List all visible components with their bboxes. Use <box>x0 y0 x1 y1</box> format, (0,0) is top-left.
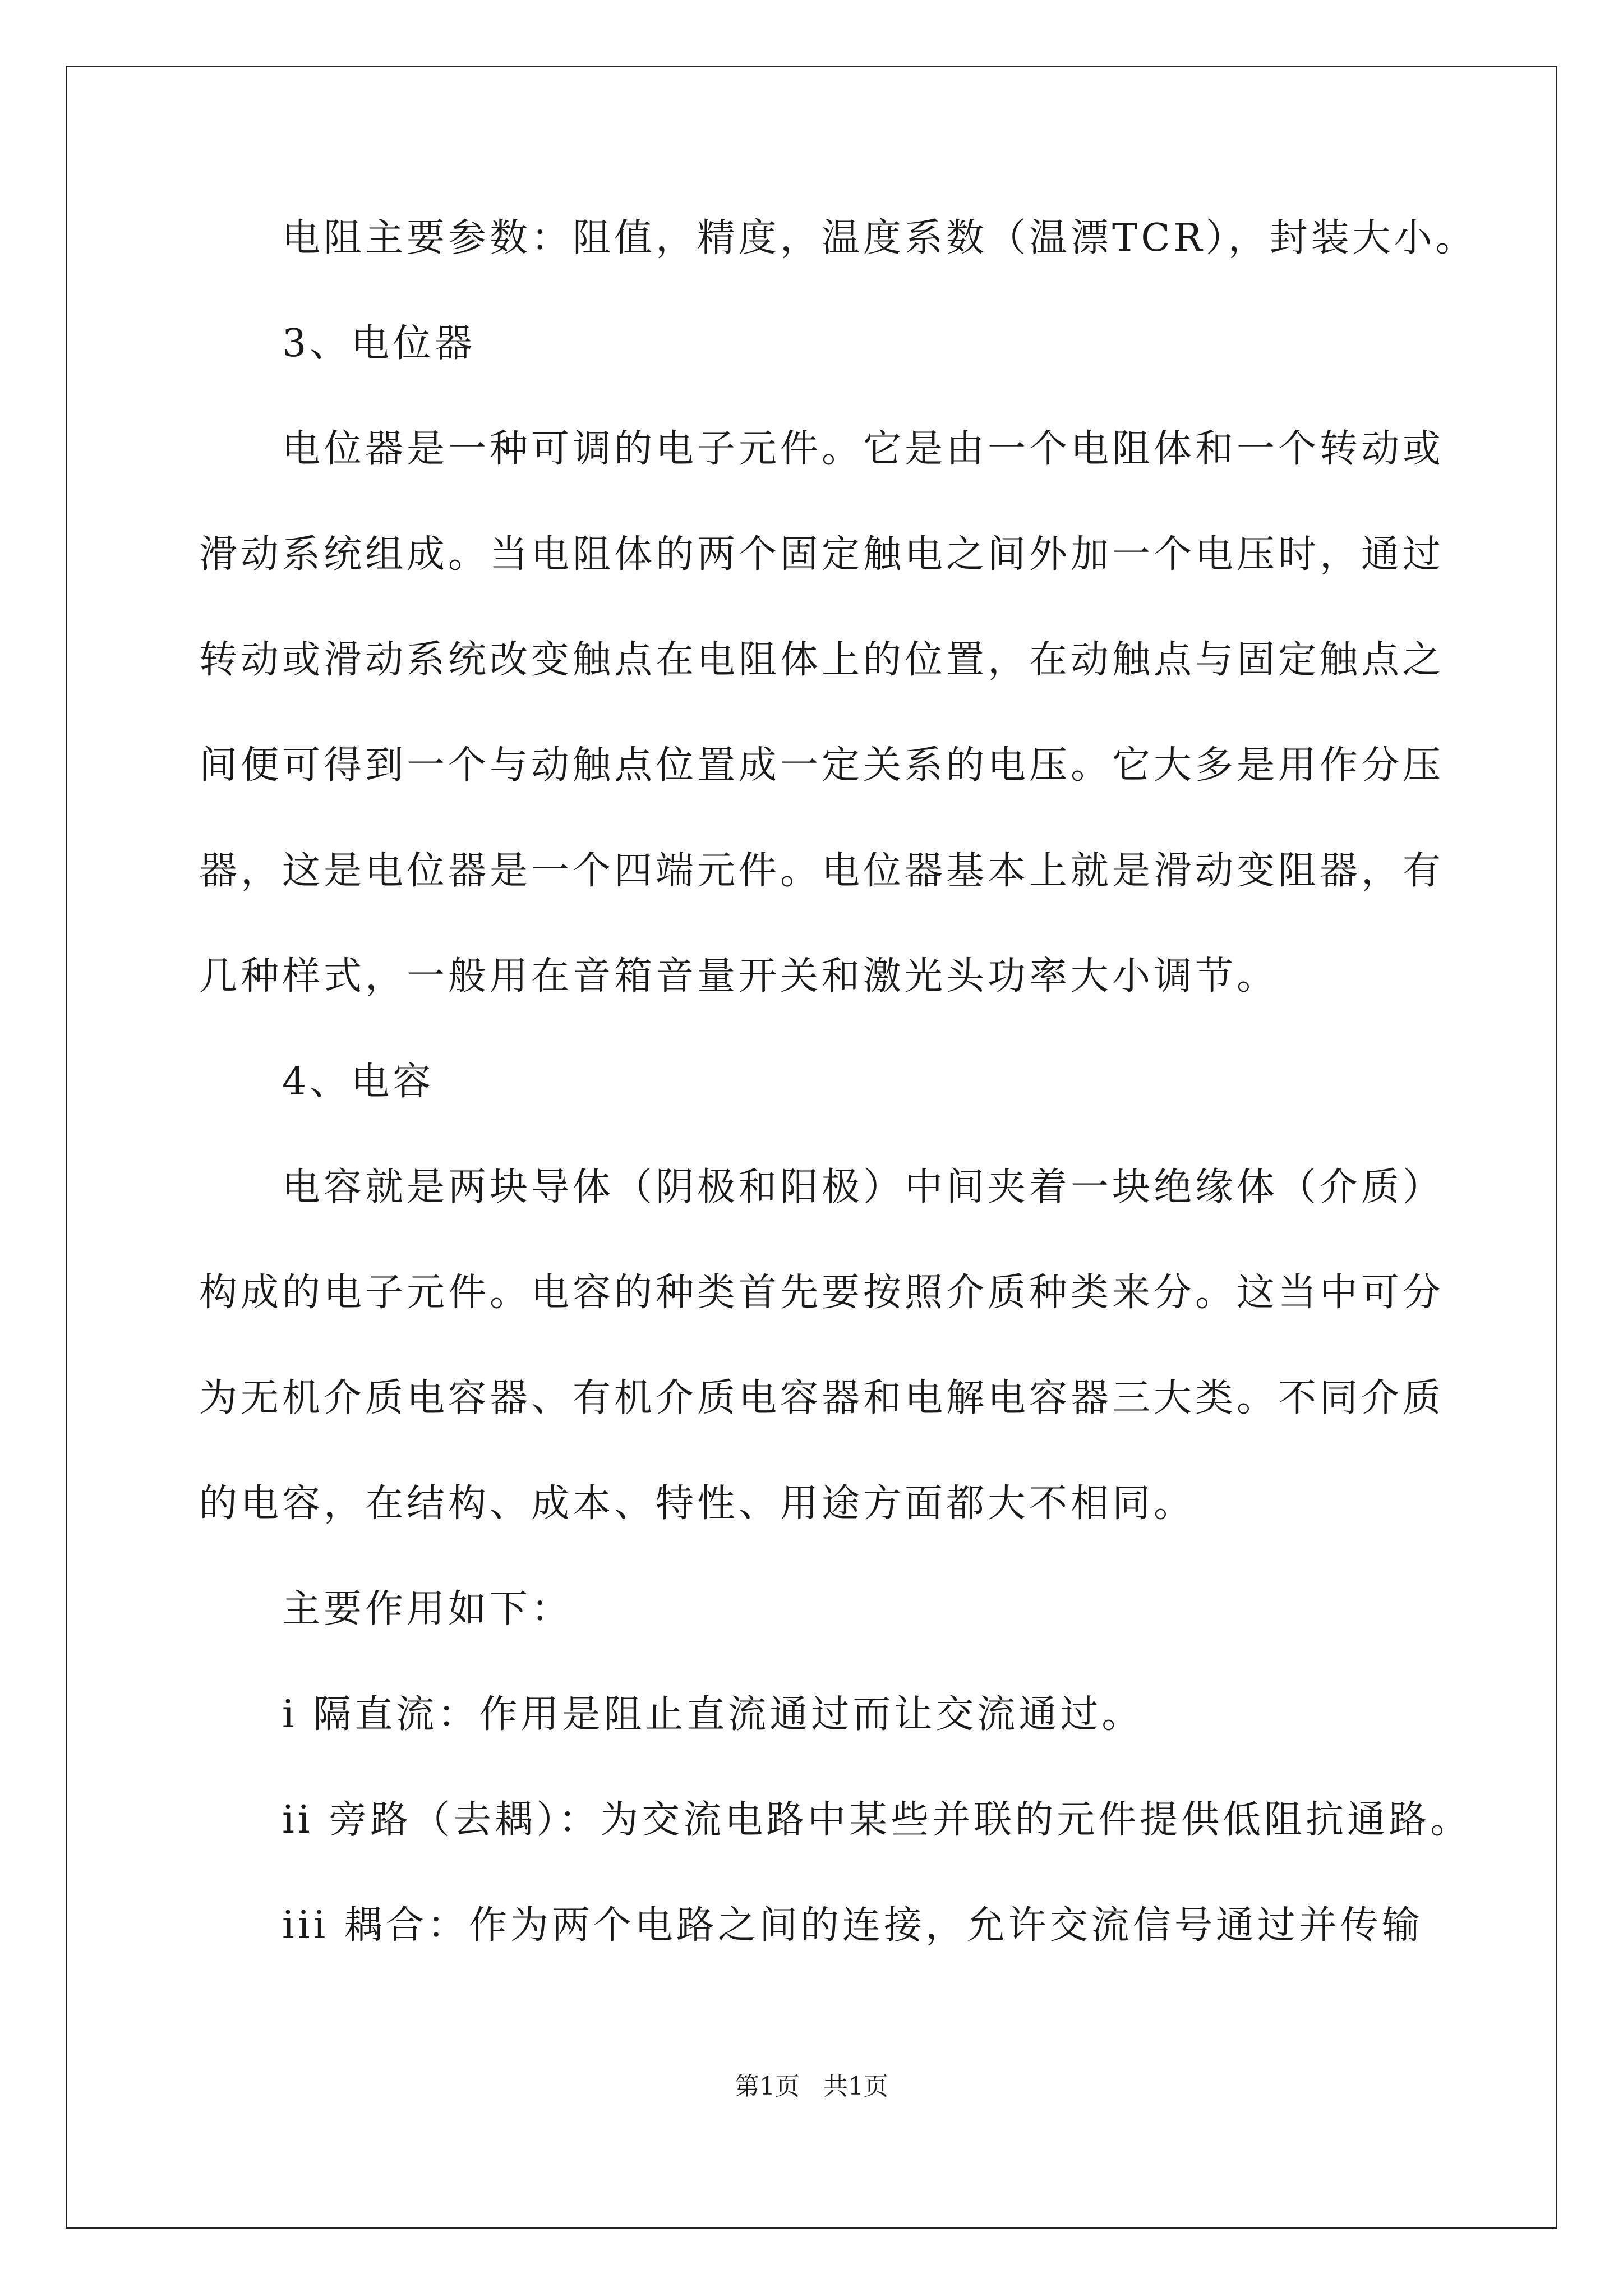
list-item: i 隔直流：作用是阻止直流通过而让交流通过。 <box>282 1692 1144 1737</box>
section-heading: 3、电位器 <box>282 321 476 366</box>
paragraph-line: 电位器是一种可调的电子元件。它是由一个电阻体和一个转动或 <box>282 427 1445 471</box>
list-item: ii 旁路（去耦）：为交流电路中某些并联的元件提供低阻抗通路。 <box>282 1798 1472 1842</box>
paragraph-line: 主要作用如下： <box>282 1587 573 1631</box>
page-number: 第1页 共1页 <box>735 2072 888 2101</box>
paragraph-line: 电容就是两块导体（阴极和阳极）中间夹着一块绝缘体（介质） <box>282 1165 1445 1209</box>
paragraph-line: 的电容，在结构、成本、特性、用途方面都大不相同。 <box>199 1481 1196 1526</box>
paragraph-line: 器，这是电位器是一个四端元件。电位器基本上就是滑动变阻器，有 <box>199 849 1445 893</box>
paragraph-line: 间便可得到一个与动触点位置成一定关系的电压。它大多是用作分压 <box>199 743 1445 788</box>
list-item: iii 耦合：作为两个电路之间的连接，允许交流信号通过并传输 <box>282 1903 1423 1948</box>
section-heading: 4、电容 <box>282 1060 435 1104</box>
paragraph-line: 为无机介质电容器、有机介质电容器和电解电容器三大类。不同介质 <box>199 1376 1445 1420</box>
paragraph-line: 滑动系统组成。当电阻体的两个固定触电之间外加一个电压时，通过 <box>199 532 1445 577</box>
paragraph-line: 转动或滑动系统改变触点在电阻体上的位置，在动触点与固定触点之 <box>199 638 1445 682</box>
paragraph-line: 电阻主要参数：阻值，精度，温度系数（温漂TCR），封装大小。 <box>282 216 1477 260</box>
paragraph-line: 几种样式，一般用在音箱音量开关和激光头功率大小调节。 <box>199 954 1279 999</box>
paragraph-line: 构成的电子元件。电容的种类首先要按照介质种类来分。这当中可分 <box>199 1271 1445 1315</box>
